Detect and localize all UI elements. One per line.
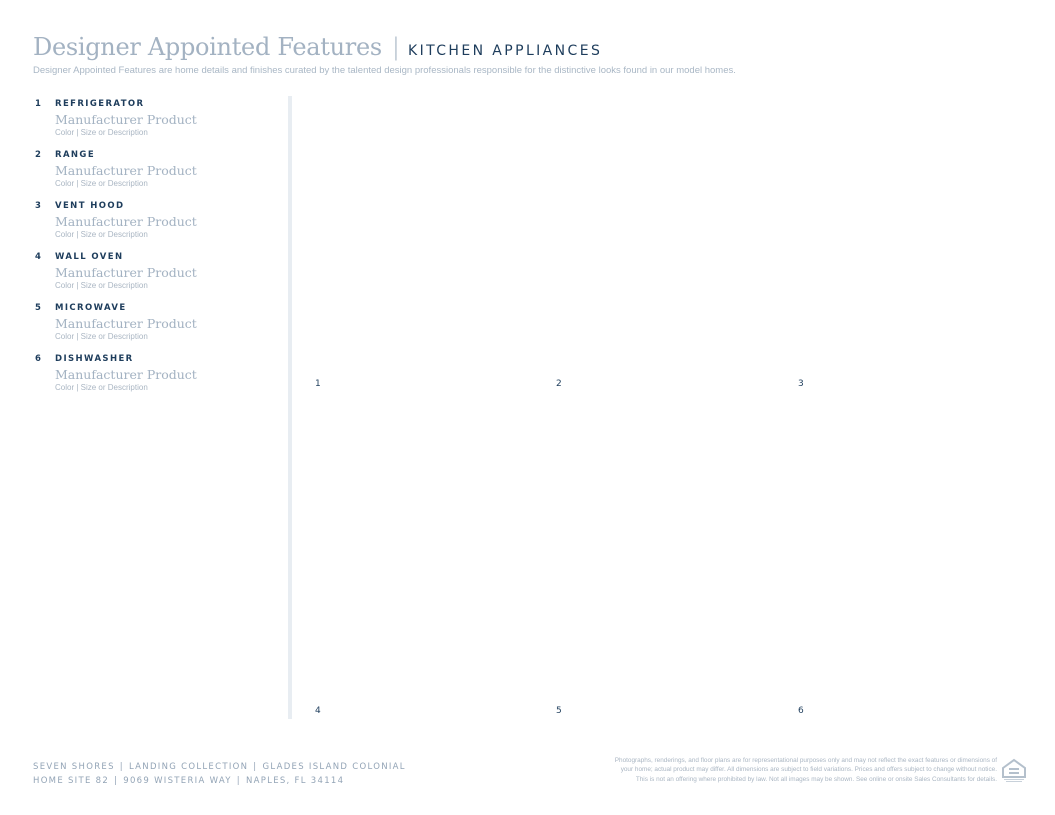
- footer-line-1: SEVEN SHORES | LANDING COLLECTION | GLADES ISLAND COLONIAL: [33, 762, 406, 772]
- feature-item: [35, 201, 280, 252]
- feature-description: Color | Size or Description: [55, 128, 148, 137]
- feature-number: 1: [35, 99, 41, 109]
- photo-label-5: 5: [556, 706, 562, 716]
- title-row: [33, 33, 1033, 61]
- feature-number: 6: [35, 354, 41, 364]
- feature-description: Color | Size or Description: [55, 230, 148, 239]
- feature-item: [35, 354, 280, 405]
- page-header: [33, 33, 1033, 76]
- feature-product: Manufacturer Product: [55, 214, 197, 229]
- feature-product: Manufacturer Product: [55, 367, 197, 382]
- plan-name: GLADES ISLAND COLONIAL: [262, 762, 406, 772]
- feature-name: MICROWAVE: [55, 303, 127, 313]
- feature-name: REFRIGERATOR: [55, 99, 145, 109]
- feature-number: 4: [35, 252, 41, 262]
- street-address: 9069 WISTERIA WAY: [123, 776, 232, 786]
- feature-product: Manufacturer Product: [55, 316, 197, 331]
- feature-description: Color | Size or Description: [55, 383, 148, 392]
- feature-product: Manufacturer Product: [55, 112, 197, 127]
- photo-label-4: 4: [315, 706, 321, 716]
- homesite: HOME SITE 82: [33, 776, 110, 786]
- feature-description: Color | Size or Description: [55, 332, 148, 341]
- collection-name: LANDING COLLECTION: [128, 762, 249, 772]
- feature-list: [35, 99, 280, 405]
- feature-name: RANGE: [55, 150, 96, 160]
- feature-number: 2: [35, 150, 41, 160]
- feature-item: [35, 252, 280, 303]
- feature-name: VENT HOOD: [55, 201, 125, 211]
- feature-product: Manufacturer Product: [55, 265, 197, 280]
- city-address: NAPLES, FL 34114: [245, 776, 345, 786]
- photo-label-3: 3: [798, 379, 804, 389]
- feature-product: Manufacturer Product: [55, 163, 197, 178]
- title-separator: |: [391, 33, 400, 61]
- footer-line-2: HOME SITE 82 | 9069 WISTERIA WAY | NAPLES, FL 34114: [33, 776, 345, 786]
- vertical-divider: [288, 96, 292, 719]
- page-title: Designer Appointed Features: [33, 33, 382, 61]
- equal-housing-opportunity-icon: [1001, 757, 1027, 783]
- page-subtitle: Designer Appointed Features are home details and finishes curated by the talented design professionals responsible for the distinctive looks found in our model homes.: [33, 65, 736, 76]
- photo-label-1: 1: [315, 379, 321, 389]
- feature-description: Color | Size or Description: [55, 179, 148, 188]
- legal-disclaimer: [517, 756, 997, 784]
- community-name: SEVEN SHORES: [33, 762, 115, 772]
- feature-item: [35, 99, 280, 150]
- feature-number: 3: [35, 201, 41, 211]
- feature-item: [35, 150, 280, 201]
- section-title: KITCHEN APPLIANCES: [407, 43, 603, 59]
- footer-address: [33, 760, 406, 788]
- feature-name: DISHWASHER: [55, 354, 134, 364]
- photo-label-6: 6: [798, 706, 804, 716]
- feature-name: WALL OVEN: [55, 252, 124, 262]
- disclaimer-line-1: Photographs, renderings, and floor plans are for representational purposes only and may not reflect the exact features or dimensions of: [614, 757, 997, 764]
- feature-number: 5: [35, 303, 41, 313]
- disclaimer-line-2: your home; actual product may differ. All dimensions are subject to field variations. Prices and offers subject to change without notice.: [620, 766, 997, 774]
- feature-description: Color | Size or Description: [55, 281, 148, 290]
- feature-item: [35, 303, 280, 354]
- disclaimer-line-3: This is not an offering where prohibited by law. Not all images may be shown. See online or onsite Sales Consultants for details.: [635, 775, 997, 783]
- photo-label-2: 2: [556, 379, 562, 389]
